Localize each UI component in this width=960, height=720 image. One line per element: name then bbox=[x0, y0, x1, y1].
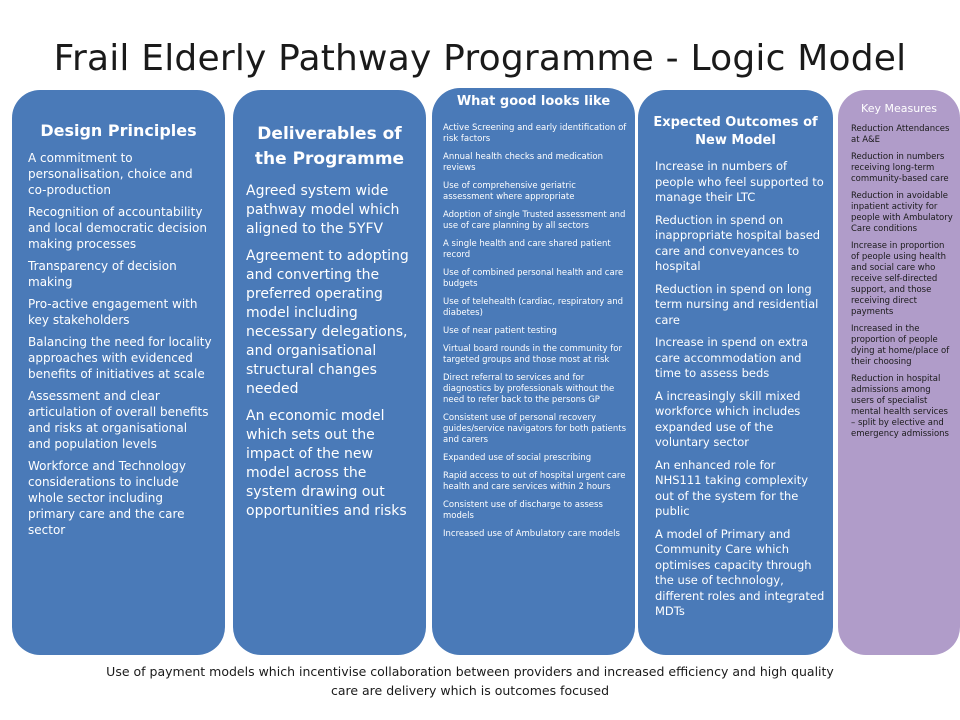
list-item: A increasingly skill mixed workforce which includes expanded use of the voluntary sector bbox=[655, 388, 801, 449]
list-item: Active Screening and early identification of risk factors bbox=[443, 123, 627, 144]
list-item: Reduction in spend on long term nursing and residential care bbox=[655, 281, 819, 327]
column-heading: Design Principles bbox=[40, 121, 197, 140]
list-item: Expanded use of social prescribing bbox=[443, 453, 592, 463]
list-item: Consistent use of personal recovery guides/service navigators for both patients and carers bbox=[443, 413, 627, 445]
list-item: Adoption of single Trusted assessment and use of care planning by all sectors bbox=[443, 210, 626, 231]
list-item: Virtual board rounds in the community for targeted groups and those most at risk bbox=[443, 344, 622, 365]
list-item: Balancing the need for locality approaches with evidenced benefits of initiatives at scale bbox=[28, 335, 212, 381]
column-heading: Key Measures bbox=[861, 102, 937, 115]
column-list bbox=[838, 115, 960, 440]
column-key-measures bbox=[838, 90, 960, 655]
list-item: Transparency of decision making bbox=[28, 259, 177, 289]
column-list bbox=[233, 172, 426, 521]
list-item: Assessment and clear articulation of overall benefits and risks at organisational and population levels bbox=[28, 389, 209, 451]
column-deliverables bbox=[233, 90, 426, 655]
list-item: Pro-active engagement with key stakeholders bbox=[28, 297, 198, 327]
column-list bbox=[12, 140, 225, 538]
list-item: Reduction in numbers receiving long-term community-based care bbox=[851, 152, 949, 184]
column-expected-outcomes bbox=[638, 90, 833, 655]
list-item: Rapid access to out of hospital urgent care health and care services within 2 hours bbox=[443, 471, 626, 492]
list-item: Workforce and Technology considerations to include whole sector including primary care and the care sector bbox=[28, 459, 187, 537]
list-item: Consistent use of discharge to assess models bbox=[443, 500, 603, 521]
list-item: An economic model which sets out the impact of the new model across the system drawing out opportunities and risks bbox=[246, 408, 407, 519]
footer-note: Use of payment models which incentivise collaboration between providers and increased efficiency and high quality care are delivery which is outcomes focused bbox=[106, 664, 834, 698]
list-item: Reduction in spend on inappropriate hospital based care and conveyances to hospital bbox=[655, 212, 821, 273]
list-item: An enhanced role for NHS111 taking complexity out of the system for the public bbox=[655, 457, 809, 518]
column-list bbox=[638, 150, 833, 620]
list-item: Use of combined personal health and care budgets bbox=[443, 268, 624, 289]
column-what-good-looks-like bbox=[432, 88, 635, 655]
column-heading: Deliverables of the Programme bbox=[254, 124, 405, 169]
list-item: A commitment to personalisation, choice and co-production bbox=[28, 151, 193, 197]
list-item: Agreed system wide pathway model which aligned to the 5YFV bbox=[246, 183, 400, 237]
list-item: Reduction Attendances at A&E bbox=[851, 124, 950, 145]
list-item: Reduction in avoidable inpatient activity for people with Ambulatory Care conditions bbox=[851, 191, 953, 234]
column-heading: Expected Outcomes of New Model bbox=[653, 115, 818, 148]
list-item: Reduction in hospital admissions among users of specialist mental health services – split by elective and emergency admissions bbox=[851, 374, 949, 439]
list-item: Use of telehealth (cardiac, respiratory and diabetes) bbox=[443, 297, 624, 318]
column-design-principles bbox=[12, 90, 225, 655]
list-item: A model of Primary and Community Care which optimises capacity through the use of technology, different roles and integrated MDTs bbox=[655, 526, 825, 618]
page-title: Frail Elderly Pathway Programme - Logic Model bbox=[53, 38, 907, 79]
list-item: Annual health checks and medication reviews bbox=[443, 152, 603, 173]
list-item: Increased use of Ambulatory care models bbox=[443, 529, 620, 539]
list-item: Increase in proportion of people using health and social care who receive self-directed support, and those receiving direct payments bbox=[851, 241, 946, 317]
column-heading: What good looks like bbox=[456, 94, 611, 109]
list-item: A single health and care shared patient record bbox=[443, 239, 611, 260]
list-item: Use of comprehensive geriatric assessment where appropriate bbox=[443, 181, 576, 202]
list-item: Direct referral to services and for diagnostics by professionals without the need to refer back to the persons GP bbox=[443, 373, 615, 405]
list-item: Increase in spend on extra care accommodation and time to assess beds bbox=[655, 335, 809, 380]
list-item: Agreement to adopting and converting the preferred operating model including necessary delegations, and organisational structural changes needed bbox=[246, 248, 409, 397]
list-item: Increased in the proportion of people dying at home/place of their choosing bbox=[851, 324, 950, 367]
list-item: Increase in numbers of people who feel supported to manage their LTC bbox=[655, 159, 824, 204]
list-item: Use of near patient testing bbox=[443, 326, 557, 336]
list-item: Recognition of accountability and local democratic decision making processes bbox=[28, 205, 207, 251]
column-list bbox=[432, 109, 635, 540]
